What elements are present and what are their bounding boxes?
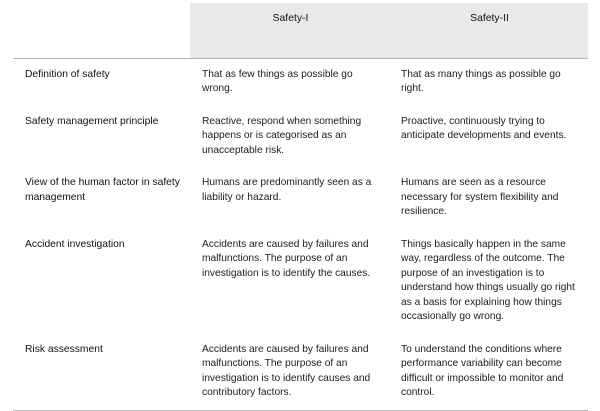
row-label-text: Risk assessment [25,343,103,355]
cell-safety-1-view-of-the-human-factor [190,167,389,228]
header-row [13,3,588,59]
cell-safety-2-view-of-the-human-factor [389,167,588,228]
cell-text: Humans are seen as a resource necessary for system flexibility and resilience. [401,177,559,218]
cell-safety-2-accident-investigation [389,229,588,334]
table-row [13,167,588,228]
table-row [13,106,588,167]
cell-text: That as few things as possible go wrong. [202,69,353,95]
cell-text: Things basically happen in the same way, regardless of the outcome. The purpose of an investigation is to understand how things usually go right as a basis for explaining how things occasionally go wrong. [401,238,575,323]
row-label-text: Safety management principle [25,115,159,127]
cell-text: To understand the conditions where performance variability can become difficult or impossible to monitor and control. [401,343,564,399]
cell-safety-2-safety-management-principle [389,106,588,167]
cell-text: Accidents are caused by failures and malfunctions. The purpose of an investigation is to identify the causes. [202,238,371,279]
cell-safety-1-safety-management-principle [190,106,389,167]
cell-safety-1-definition-of-safety [190,59,389,106]
safety-comparison-table [13,3,588,411]
row-label-definition-of-safety [13,59,190,106]
cell-safety-1-risk-assessment [190,334,389,410]
cell-safety-2-definition-of-safety [389,59,588,106]
row-label-view-of-the-human-factor [13,167,190,228]
row-label-safety-management-principle [13,106,190,167]
table-header [13,3,588,59]
column-header-safety-1: Safety-I [190,3,389,59]
row-label-accident-investigation [13,229,190,334]
cell-text: That as many things as possible go right. [401,69,561,95]
cell-safety-2-risk-assessment [389,334,588,410]
header-corner-cell [13,3,190,59]
row-label-text: View of the human factor in safety management [25,177,180,204]
table-row [13,334,588,410]
cell-safety-1-accident-investigation [190,229,389,334]
cell-text: Humans are predominantly seen as a liability or hazard. [202,177,372,203]
table-body [13,59,588,411]
cell-text: Accidents are caused by failures and malfunctions. The purpose of an investigation is to identify causes and contributory factors. [202,343,371,399]
cell-text: Proactive, continuously trying to anticipate developments and events. [401,115,567,142]
row-label-risk-assessment [13,334,190,410]
column-header-safety-2: Safety-II [389,3,588,59]
table-row [13,229,588,334]
table-row [13,59,588,106]
row-label-text: Accident investigation [25,238,125,250]
cell-text: Reactive, respond when something happens or is categorised as an unacceptable risk. [202,115,362,156]
row-label-text: Definition of safety [25,69,110,80]
